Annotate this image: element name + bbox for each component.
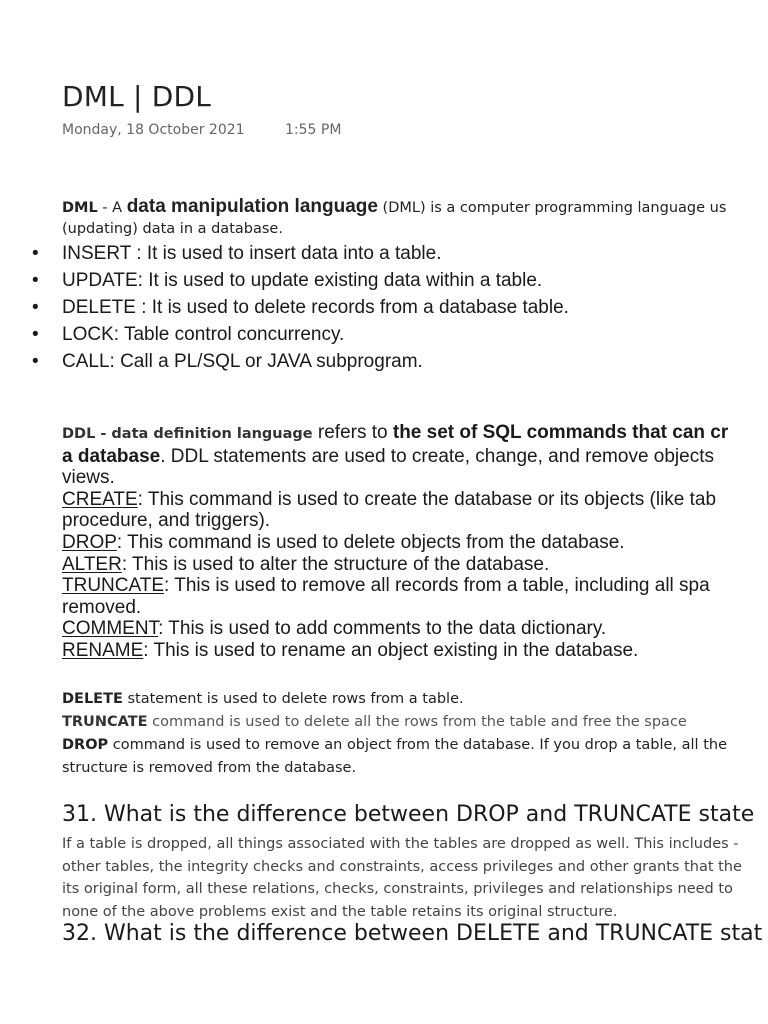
ddl-command-text: : This is used to add comments to the data dictionary. — [158, 618, 607, 640]
ddl-command-text: : This is used to rename an object existing in the database. — [143, 639, 639, 661]
ddl-section — [62, 422, 728, 662]
answer-line: its original form, all these relations, checks, constraints, privileges and relationships need to — [62, 881, 733, 897]
ddl-command-truncate — [62, 575, 728, 597]
ddl-keyword: ALTER — [62, 553, 122, 575]
ddl-command-cont: removed. — [62, 596, 142, 618]
ddl-line1 — [62, 422, 728, 446]
ddl-line3: views. — [62, 467, 115, 489]
answer-line: other tables, the integrity checks and constraints, access privileges and other grants that the — [62, 858, 742, 875]
summary-truncate — [62, 711, 727, 734]
question-32-heading: 32. What is the difference between DELETE and TRUNCATE stat — [62, 921, 763, 946]
ddl-command-create — [62, 489, 728, 511]
answer-line: If a table is dropped, all things associated with the tables are dropped as well. This includes - — [62, 836, 739, 852]
dml-term: DML — [62, 200, 98, 216]
dml-dash: - A — [97, 200, 127, 216]
summary-text: command is used to remove an object from the database. If you drop a table, all the — [108, 737, 727, 753]
summary-section — [62, 688, 727, 780]
ddl-command-text: : This is used to alter the structure of the database. — [121, 553, 550, 575]
summary-keyword: DELETE — [62, 691, 123, 707]
ddl-command-text: : This command is used to delete objects from the database. — [116, 531, 625, 553]
dml-big-phrase: data manipulation language — [126, 196, 378, 217]
summary-text: statement is used to delete rows from a table. — [122, 691, 464, 707]
summary-drop-cont: structure is removed from the database. — [62, 760, 357, 776]
question-31-heading: 31. What is the difference between DROP and TRUNCATE state — [62, 802, 755, 827]
dml-rest-line1: (DML) is a computer programming language us — [377, 200, 727, 216]
ddl-lead: DDL - data definition language — [62, 426, 313, 442]
list-item: • UPDATE: It is used to update existing data within a table. — [30, 267, 569, 294]
ddl-keyword: DROP — [62, 531, 117, 553]
list-item: • DELETE : It is used to delete records from a database table. — [30, 294, 569, 321]
summary-keyword: TRUNCATE — [62, 714, 148, 730]
ddl-refers: refers to — [312, 422, 393, 443]
list-item: • LOCK: Table control concurrency. — [30, 321, 569, 348]
page-title: DML | DDL — [62, 80, 212, 113]
ddl-keyword: CREATE — [62, 488, 138, 510]
answer-line: none of the above problems exist and the table retains its original structure. — [62, 903, 618, 920]
summary-drop — [62, 734, 727, 757]
page-date: Monday, 18 October 2021 — [62, 122, 245, 138]
question-31-answer — [62, 833, 742, 923]
ddl-command-text: : This is used to remove all records from a table, including all spa — [164, 575, 710, 597]
list-item: • INSERT : It is used to insert data into a table. — [30, 240, 569, 267]
dml-intro-line1 — [62, 196, 726, 219]
ddl-keyword: RENAME — [62, 639, 144, 661]
page-time: 1:55 PM — [285, 122, 342, 138]
dml-bullet-list — [30, 240, 569, 375]
summary-delete — [62, 688, 727, 711]
summary-text: command is used to delete all the rows from the table and free the space — [147, 714, 687, 730]
ddl-bold2: a database — [62, 445, 161, 467]
ddl-keyword: TRUNCATE — [62, 575, 165, 597]
ddl-command-comment — [62, 618, 728, 640]
summary-keyword: DROP — [62, 737, 109, 753]
ddl-command-cont: procedure, and triggers). — [62, 510, 271, 532]
ddl-command-text: : This command is used to create the database or its objects (like tab — [137, 488, 717, 510]
ddl-rest2: . DDL statements are used to create, change, and remove objects — [160, 445, 714, 467]
ddl-command-rename — [62, 640, 728, 662]
ddl-command-alter — [62, 554, 728, 576]
dml-intro — [62, 196, 726, 240]
ddl-command-drop — [62, 532, 728, 554]
ddl-line2 — [62, 446, 728, 468]
ddl-keyword: COMMENT — [62, 618, 159, 640]
dml-intro-line2: (updating) data in a database. — [62, 221, 283, 237]
ddl-bold1: the set of SQL commands that can cr — [392, 422, 729, 443]
list-item: • CALL: Call a PL/SQL or JAVA subprogram. — [30, 348, 569, 375]
